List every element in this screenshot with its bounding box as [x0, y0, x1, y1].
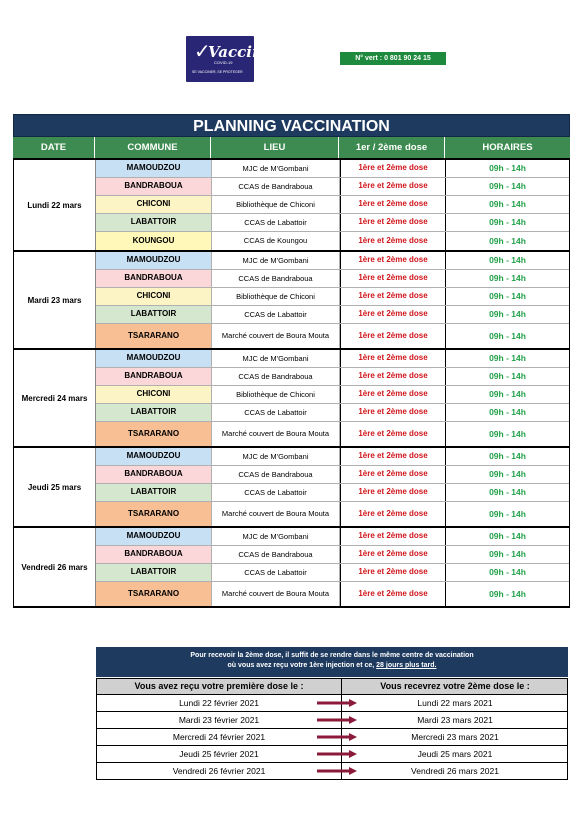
lieu-cell: Marché couvert de Boura Mouta	[212, 582, 340, 606]
table-row	[96, 582, 569, 606]
commune-cell: LABATTOIR	[96, 484, 212, 501]
hours-cell: 09h - 14h	[489, 588, 526, 599]
hours-cell: 09h - 14h	[489, 353, 526, 364]
second-dose-date: Mercredi 23 mars 2021	[341, 729, 568, 745]
lieu-cell: CCAS de Koungou	[212, 232, 340, 250]
dose-cell: 1ère et 2ème dose	[340, 404, 446, 421]
dose-cell: 1ère et 2ème dose	[340, 502, 446, 526]
hours-cell: 09h - 14h	[489, 291, 526, 302]
commune-cell: CHICONI	[96, 288, 212, 305]
day-group	[13, 446, 570, 526]
lieu-cell: MJC de M'Gombani	[212, 448, 340, 465]
table-header	[13, 137, 570, 158]
table-row	[96, 214, 569, 232]
hours-cell: 09h - 14h	[489, 181, 526, 192]
first-dose-date: Vendredi 26 février 2021	[172, 766, 266, 776]
commune-cell: LABATTOIR	[96, 564, 212, 581]
dose-cell: 1ère et 2ème dose	[340, 196, 446, 213]
second-dose-row	[97, 746, 567, 763]
hotline-badge: N° vert : 0 801 90 24 15	[340, 52, 446, 65]
hours-cell: 09h - 14h	[489, 469, 526, 480]
lieu-cell: Bibliothèque de Chiconi	[212, 288, 340, 305]
table-row	[96, 178, 569, 196]
lieu-cell: Bibliothèque de Chiconi	[212, 196, 340, 213]
table-row	[96, 196, 569, 214]
dose-cell: 1ère et 2ème dose	[340, 306, 446, 323]
day-group	[13, 250, 570, 348]
second-dose-date: Jeudi 25 mars 2021	[341, 746, 568, 762]
arrow-right-icon	[317, 716, 357, 724]
lieu-cell: CCAS de Bandraboua	[212, 466, 340, 483]
second-dose-date: Vendredi 26 mars 2021	[341, 763, 568, 779]
arrow-right-icon	[317, 767, 357, 775]
lieu-cell: CCAS de Bandraboua	[212, 270, 340, 287]
logo-word: Vaccin	[208, 43, 263, 61]
lieu-cell: CCAS de Bandraboua	[212, 368, 340, 385]
dose-cell: 1ère et 2ème dose	[340, 350, 446, 367]
day-label: Mercredi 24 mars	[14, 350, 96, 446]
arrow-right-icon	[317, 699, 357, 707]
table-row	[96, 368, 569, 386]
first-dose-date: Mardi 23 février 2021	[178, 715, 260, 725]
hours-cell: 09h - 14h	[489, 508, 526, 519]
lieu-cell: CCAS de Labattoir	[212, 214, 340, 231]
hours-cell: 09h - 14h	[489, 451, 526, 462]
dose-cell: 1ère et 2ème dose	[340, 582, 446, 606]
logo-sub: COVID-19	[214, 60, 233, 65]
second-dose-header	[97, 679, 567, 695]
commune-cell: MAMOUDZOU	[96, 160, 212, 177]
dose-cell: 1ère et 2ème dose	[340, 160, 446, 177]
lieu-cell: CCAS de Labattoir	[212, 564, 340, 581]
col-dose: 1er / 2ème dose	[339, 137, 445, 158]
second-dose-row	[97, 729, 567, 746]
dose-cell: 1ère et 2ème dose	[340, 564, 446, 581]
dose-cell: 1ère et 2ème dose	[340, 178, 446, 195]
dose-cell: 1ère et 2ème dose	[340, 484, 446, 501]
check-icon: ✓	[194, 41, 211, 63]
day-group	[13, 348, 570, 446]
hours-cell: 09h - 14h	[489, 531, 526, 542]
commune-cell: MAMOUDZOU	[96, 252, 212, 269]
hours-cell: 09h - 14h	[489, 330, 526, 341]
second-dose-row	[97, 695, 567, 712]
info-line-2	[96, 661, 568, 671]
day-label: Mardi 23 mars	[14, 252, 96, 348]
commune-cell: TSARARANO	[96, 422, 212, 446]
col-horaires: HORAIRES	[482, 142, 533, 153]
table-row	[96, 232, 569, 250]
dose-cell: 1ère et 2ème dose	[340, 232, 446, 250]
commune-cell: MAMOUDZOU	[96, 528, 212, 545]
table-row	[96, 252, 569, 270]
commune-cell: LABATTOIR	[96, 404, 212, 421]
table-row	[96, 324, 569, 348]
lieu-cell: Marché couvert de Boura Mouta	[212, 422, 340, 446]
dose-cell: 1ère et 2ème dose	[340, 288, 446, 305]
planning-grid	[13, 158, 570, 608]
second-dose-date: Mardi 23 mars 2021	[341, 712, 568, 728]
col-date: DATE	[13, 137, 95, 158]
vaccin-logo	[186, 36, 263, 82]
table-row	[96, 386, 569, 404]
day-label: Lundi 22 mars	[14, 160, 96, 250]
dose-cell: 1ère et 2ème dose	[340, 324, 446, 348]
hours-cell: 09h - 14h	[489, 549, 526, 560]
day-group	[13, 158, 570, 250]
lieu-cell: CCAS de Labattoir	[212, 404, 340, 421]
dose-cell: 1ère et 2ème dose	[340, 448, 446, 465]
hours-cell: 09h - 14h	[489, 487, 526, 498]
second-dose-row	[97, 763, 567, 779]
lieu-cell: CCAS de Bandraboua	[212, 178, 340, 195]
table-row	[96, 564, 569, 582]
table-row	[96, 160, 569, 178]
table-row	[96, 528, 569, 546]
commune-cell: CHICONI	[96, 386, 212, 403]
dose-cell: 1ère et 2ème dose	[340, 528, 446, 545]
dose-cell: 1ère et 2ème dose	[340, 422, 446, 446]
lieu-cell: CCAS de Bandraboua	[212, 546, 340, 563]
info-line-1: Pour recevoir la 2ème dose, il suffit de se rendre dans le même centre de vaccination	[190, 652, 474, 659]
hours-cell: 09h - 14h	[489, 389, 526, 400]
commune-cell: LABATTOIR	[96, 306, 212, 323]
hours-cell: 09h - 14h	[489, 217, 526, 228]
lieu-cell: Marché couvert de Boura Mouta	[212, 324, 340, 348]
dose-cell: 1ère et 2ème dose	[340, 270, 446, 287]
day-label: Jeudi 25 mars	[14, 448, 96, 526]
lieu-cell: MJC de M'Gombani	[212, 252, 340, 269]
hours-cell: 09h - 14h	[489, 235, 526, 246]
hours-cell: 09h - 14h	[489, 163, 526, 174]
first-dose-date: Lundi 22 février 2021	[179, 698, 259, 708]
table-row	[96, 502, 569, 526]
commune-cell: BANDRABOUA	[96, 466, 212, 483]
second-dose-row	[97, 712, 567, 729]
dose-cell: 1ère et 2ème dose	[340, 386, 446, 403]
commune-cell: BANDRABOUA	[96, 546, 212, 563]
table-row	[96, 466, 569, 484]
info-line-2-underlined: 28 jours plus tard.	[376, 662, 437, 669]
hours-cell: 09h - 14h	[489, 371, 526, 382]
commune-cell: BANDRABOUA	[96, 270, 212, 287]
table-row	[96, 404, 569, 422]
second-dose-info	[96, 647, 568, 677]
lieu-cell: CCAS de Labattoir	[212, 306, 340, 323]
first-dose-date: Jeudi 25 février 2021	[179, 749, 259, 759]
commune-cell: KOUNGOU	[96, 232, 212, 250]
dose-cell: 1ère et 2ème dose	[340, 546, 446, 563]
hours-cell: 09h - 14h	[489, 428, 526, 439]
lieu-cell: MJC de M'Gombani	[212, 160, 340, 177]
col-commune: COMMUNE	[95, 137, 211, 158]
lieu-cell: MJC de M'Gombani	[212, 528, 340, 545]
hours-cell: 09h - 14h	[489, 273, 526, 284]
day-label: Vendredi 26 mars	[14, 528, 96, 606]
info-line-2-prefix: où vous avez reçu votre 1ère injection et ce,	[227, 662, 377, 669]
commune-cell: TSARARANO	[96, 582, 212, 606]
first-dose-header: Vous avez reçu votre première dose le :	[134, 681, 304, 691]
first-dose-date: Mercredi 24 février 2021	[172, 732, 266, 742]
hours-cell: 09h - 14h	[489, 199, 526, 210]
lieu-cell: MJC de M'Gombani	[212, 350, 340, 367]
dose-cell: 1ère et 2ème dose	[340, 368, 446, 385]
table-row	[96, 422, 569, 446]
table-row	[96, 350, 569, 368]
table-row	[96, 448, 569, 466]
hours-cell: 09h - 14h	[489, 309, 526, 320]
table-row	[96, 270, 569, 288]
dose-cell: 1ère et 2ème dose	[340, 252, 446, 269]
logo-tagline: SE VACCINER, SE PROTEGER	[192, 70, 243, 74]
planning-title: PLANNING VACCINATION	[13, 114, 570, 137]
table-row	[96, 546, 569, 564]
lieu-cell: Bibliothèque de Chiconi	[212, 386, 340, 403]
second-dose-table	[96, 678, 568, 780]
col-lieu: LIEU	[211, 137, 339, 158]
commune-cell: MAMOUDZOU	[96, 350, 212, 367]
second-dose-header-label: Vous recevrez votre 2ème dose le :	[341, 679, 568, 694]
commune-cell: TSARARANO	[96, 502, 212, 526]
arrow-right-icon	[317, 750, 357, 758]
dose-cell: 1ère et 2ème dose	[340, 466, 446, 483]
commune-cell: CHICONI	[96, 196, 212, 213]
commune-cell: LABATTOIR	[96, 214, 212, 231]
hours-cell: 09h - 14h	[489, 407, 526, 418]
commune-cell: BANDRABOUA	[96, 178, 212, 195]
hours-cell: 09h - 14h	[489, 567, 526, 578]
hours-cell: 09h - 14h	[489, 255, 526, 266]
commune-cell: BANDRABOUA	[96, 368, 212, 385]
table-row	[96, 306, 569, 324]
second-dose-date: Lundi 22 mars 2021	[341, 695, 568, 711]
lieu-cell: CCAS de Labattoir	[212, 484, 340, 501]
table-row	[96, 484, 569, 502]
table-row	[96, 288, 569, 306]
day-group	[13, 526, 570, 608]
lieu-cell: Marché couvert de Boura Mouta	[212, 502, 340, 526]
arrow-right-icon	[317, 733, 357, 741]
commune-cell: MAMOUDZOU	[96, 448, 212, 465]
dose-cell: 1ère et 2ème dose	[340, 214, 446, 231]
commune-cell: TSARARANO	[96, 324, 212, 348]
